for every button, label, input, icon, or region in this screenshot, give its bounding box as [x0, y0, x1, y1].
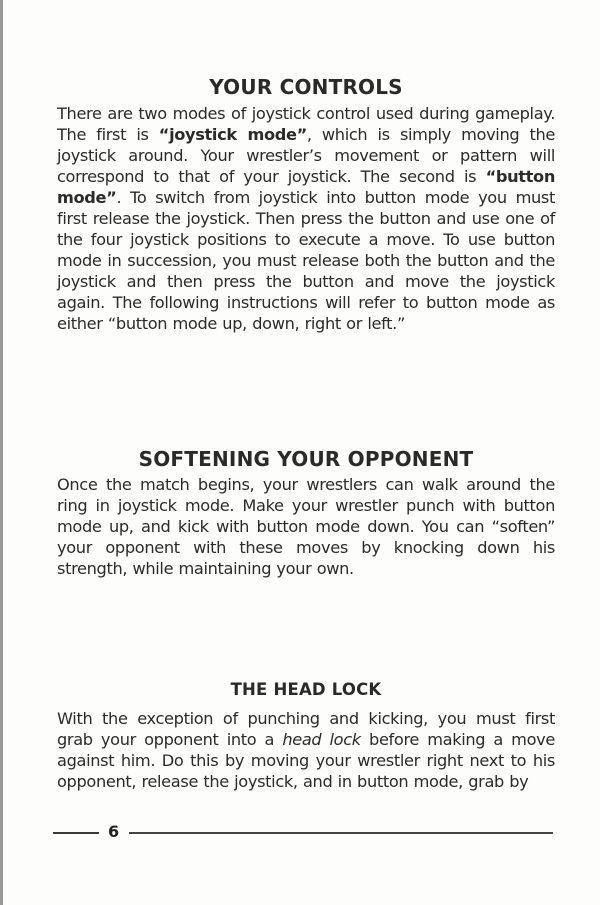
section-body-your-controls [57, 103, 555, 334]
section-heading-your-controls: YOUR CONTROLS [209, 75, 403, 99]
page-footer [53, 820, 555, 844]
footer-rule-left [53, 832, 99, 834]
section-body-head-lock [57, 708, 555, 792]
body-text: before making a move against him. Do this by moving your wrestler right next to his opponent, release the joystick, and in button mode, grab by [57, 730, 555, 791]
page-number: 6 [108, 822, 120, 841]
term-button-mode: “button mode” [57, 167, 555, 207]
body-text: . To switch from joystick into button mode you must first release the joystick. Then press the button and use one of the four joystick positions to execute a move. To use button mode in succession, you must release both the button and the joystick and then press the button and move the joystick again. The following instructions will refer to button mode as either “button mode up, down, right or left.” [57, 188, 555, 333]
footer-rule-right [129, 832, 553, 834]
body-text: With the exception of punching and kicking, you must first grab your opponent into a [57, 709, 555, 749]
section-body-softening [57, 474, 555, 579]
body-text: , which is simply moving the joystick around. Your wrestler’s movement or pattern will correspond to that of your joystick. The second is [57, 125, 556, 186]
term-head-lock: head lock [282, 730, 361, 749]
section-heading-softening: SOFTENING YOUR OPPONENT [138, 447, 474, 471]
scan-edge [0, 0, 3, 905]
term-joystick-mode: “joystick mode” [158, 125, 307, 144]
section-heading-head-lock: THE HEAD LOCK [230, 680, 382, 699]
body-text: There are two modes of joystick control used during gameplay. The first is [57, 104, 555, 144]
body-text: Once the match begins, your wrestlers can walk around the ring in joystick mode. Make your wrestler punch with button mode up, and kick with button mode down. You can “soften” your opponent with these moves by knocking down his strength, while maintaining your own. [57, 475, 555, 578]
